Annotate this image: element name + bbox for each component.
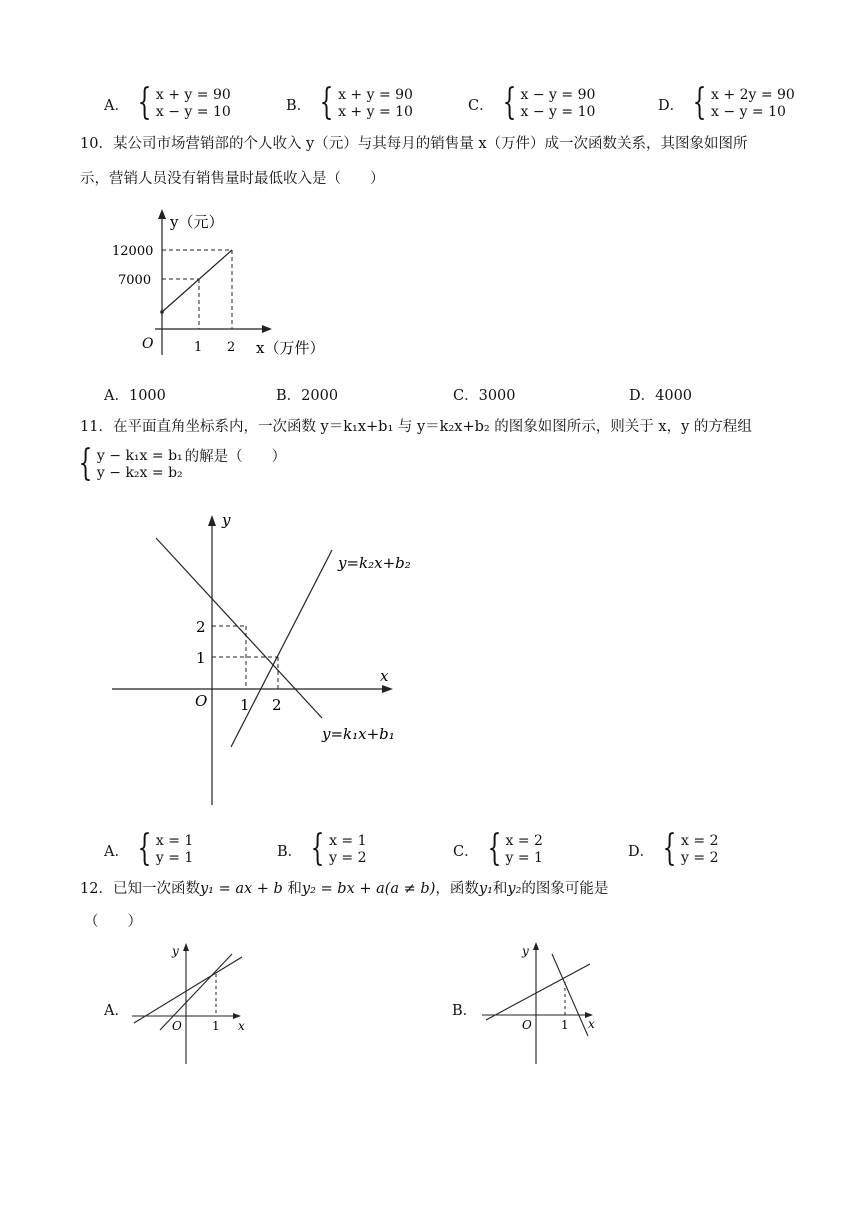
option-label: B． (286, 97, 312, 114)
x-tick-label: 2 (272, 696, 282, 714)
x-axis-label: x (380, 667, 389, 685)
equation-line: x − y = 10 (711, 104, 786, 120)
q12-option-b-graph[interactable] (478, 938, 608, 1068)
q10-graph (100, 205, 350, 365)
q11-option-d[interactable] (628, 828, 719, 869)
equation-line: x − y = 90 (520, 87, 596, 103)
q12-option-b-label[interactable]: B． (452, 1003, 478, 1019)
brace: { (137, 828, 152, 869)
y-axis-label: y (172, 944, 179, 958)
origin-label: O (195, 692, 208, 710)
q12-text-end: 的图象可能是 (521, 881, 609, 897)
y-tick-label: 7000 (118, 273, 152, 288)
option-label: A． (104, 97, 129, 114)
q10-text-line1: 10．某公司市场营销部的个人收入 y（元）与其每月的销售量 x（万件）成一次函数关系，其图象如图所 (80, 136, 748, 152)
x-axis-arrow (382, 685, 393, 693)
function-line-k1 (156, 538, 322, 718)
q12-var2: y₂ (507, 881, 522, 897)
q12-func1: y₁ = ax + b (199, 881, 283, 897)
q10-text-line2: 示，营销人员没有销售量时最低收入是（ ） (80, 171, 385, 187)
origin-label: O (522, 1018, 532, 1032)
brace: { (662, 828, 677, 869)
equation-line: x + 2y = 90 (711, 87, 795, 103)
x-axis-label: x（万件） (256, 339, 325, 357)
equation-line: x + y = 10 (338, 104, 413, 120)
intercept-point (160, 310, 164, 314)
line-k1-label: y=k₁x+b₁ (322, 725, 395, 743)
q11-system (78, 443, 287, 484)
origin-label: O (142, 336, 154, 352)
equation-line: x = 1 (329, 833, 367, 849)
equation-line: x = 2 (505, 833, 543, 849)
q12-option-a-graph[interactable] (128, 940, 258, 1068)
line-k2-label: y=k₂x+b₂ (338, 554, 411, 572)
function-line-1 (134, 957, 242, 1023)
y-axis-arrow (533, 942, 539, 950)
q10-option-d[interactable]: D．4000 (629, 388, 693, 404)
y-axis-label: y (522, 944, 529, 958)
q12-var1: y₁ (478, 881, 493, 897)
function-line (162, 250, 232, 312)
option-label: C． (468, 97, 494, 114)
option-label: B． (277, 843, 303, 860)
brace: { (502, 82, 516, 123)
x-tick-label: 1 (194, 340, 203, 355)
x-axis-arrow (262, 325, 272, 333)
q12-text-prefix: 12．已知一次函数 (80, 881, 200, 897)
q12-paren: （ ） (84, 914, 142, 930)
equation-line: x − y = 10 (520, 104, 596, 120)
q11-option-b[interactable] (277, 828, 367, 869)
equation-line: y − k₁x = b₁ (96, 448, 183, 464)
y-axis-arrow (158, 209, 166, 219)
option-label: C． (453, 843, 479, 860)
option-label: A． (104, 843, 129, 860)
q11-graph (100, 505, 430, 815)
q9-option-d[interactable] (658, 82, 795, 123)
q11-text-line1: 11．在平面直角坐标系内，一次函数 y＝k₁x+b₁ 与 y＝k₂x+b₂ 的图象如图所示，则关于 x，y 的方程组 (80, 419, 752, 435)
brace: { (78, 443, 93, 484)
x-tick-label: 1 (212, 1019, 220, 1033)
equation-line: x = 2 (681, 833, 719, 849)
origin-label: O (172, 1019, 182, 1033)
y-tick-label: 2 (196, 618, 206, 636)
y-axis-label: y (222, 511, 231, 529)
q10-option-a[interactable]: A．1000 (104, 388, 166, 404)
q12-func2: y₂ = bx + a(a ≠ b) (301, 881, 436, 897)
q12-text-mid2: ，函数 (435, 881, 479, 897)
function-line-2 (160, 954, 232, 1030)
equation-line: x = 1 (155, 833, 194, 849)
brace: { (692, 82, 707, 123)
x-tick-label: 1 (240, 696, 250, 714)
option-label: D． (628, 843, 655, 860)
function-line-2 (552, 954, 588, 1036)
y-tick-label: 1 (196, 649, 206, 667)
equation-line: x + y = 90 (338, 87, 413, 103)
q10-option-c[interactable]: C．3000 (453, 388, 516, 404)
x-tick-label: 1 (561, 1018, 569, 1032)
brace: { (137, 82, 152, 123)
q11-option-c[interactable] (453, 828, 543, 869)
x-axis-label: x (238, 1019, 245, 1033)
equation-line: y = 2 (681, 850, 719, 866)
y-axis-arrow (183, 943, 189, 951)
q10-option-b[interactable]: B．2000 (276, 388, 339, 404)
q12-text-line1 (80, 879, 608, 899)
y-axis-label: y（元） (170, 213, 224, 231)
equation-line: y − k₂x = b₂ (96, 465, 183, 481)
equation-line: x + y = 90 (155, 87, 231, 103)
brace: { (319, 82, 334, 123)
y-axis-arrow (208, 515, 216, 526)
q11-text-suffix: 的解是（ ） (184, 449, 287, 465)
equation-line: y = 1 (505, 850, 543, 866)
function-line-1 (486, 964, 590, 1020)
q12-text-mid1: 和 (282, 881, 302, 897)
x-axis-label: x (588, 1017, 595, 1031)
q12-option-a-label[interactable]: A． (104, 1003, 129, 1019)
y-tick-label: 12000 (112, 244, 154, 259)
equation-line: y = 2 (329, 850, 367, 866)
option-label: D． (658, 97, 685, 114)
brace: { (310, 828, 325, 869)
equation-line: x − y = 10 (155, 104, 231, 120)
q11-option-a[interactable] (104, 828, 194, 869)
brace: { (487, 828, 501, 869)
q9-option-a[interactable] (104, 82, 231, 123)
x-tick-label: 2 (227, 340, 236, 355)
q9-option-b[interactable] (286, 82, 413, 123)
q12-text-mid3: 和 (492, 881, 508, 897)
equation-line: y = 1 (155, 850, 194, 866)
q9-option-c[interactable] (468, 82, 596, 123)
